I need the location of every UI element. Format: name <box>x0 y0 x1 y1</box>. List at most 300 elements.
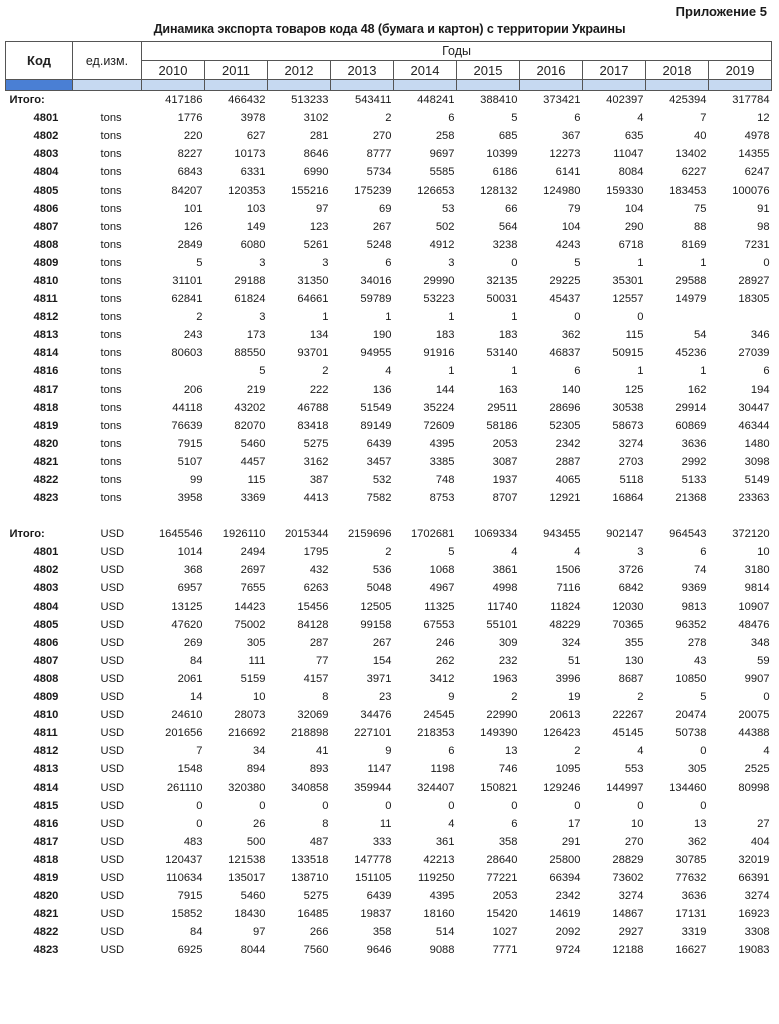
row-value: 748 <box>435 474 455 487</box>
row-value: 267 <box>372 220 392 233</box>
row-unit: USD <box>100 582 125 595</box>
row-value: 267 <box>372 636 392 649</box>
row-unit: USD <box>100 709 125 722</box>
row-value: 60869 <box>675 419 707 432</box>
row-value: 536 <box>372 564 392 577</box>
header-year-2012: 2012 <box>268 61 331 80</box>
row-code: 4821 <box>33 908 59 921</box>
row-value: 126423 <box>543 727 581 740</box>
row-code: 4804 <box>33 600 59 613</box>
row-value: 3 <box>259 256 266 269</box>
row-value: 104 <box>561 220 581 233</box>
row-value: 2092 <box>555 926 581 939</box>
row-value: 154 <box>372 654 392 667</box>
row-value: 11325 <box>424 600 455 613</box>
header-year-2016: 2016 <box>520 61 583 80</box>
row-value: 6247 <box>744 166 770 179</box>
row-value: 0 <box>196 817 203 830</box>
row-value: 6 <box>763 365 770 378</box>
table-row <box>6 851 772 869</box>
table-row <box>6 181 772 199</box>
row-value: 685 <box>498 130 518 143</box>
row-unit: tons <box>100 401 122 414</box>
row-value: 4457 <box>240 455 266 468</box>
table-row <box>6 706 772 724</box>
row-value: 270 <box>372 130 392 143</box>
row-value: 1 <box>448 365 455 378</box>
row-value: 258 <box>435 130 455 143</box>
row-value: 5107 <box>177 455 203 468</box>
row-code: 4803 <box>33 582 59 595</box>
row-code: 4820 <box>33 890 59 903</box>
row-value: 3180 <box>744 564 770 577</box>
row-value: 3996 <box>555 672 581 685</box>
row-value: 9724 <box>555 944 581 957</box>
row-code: 4807 <box>33 654 59 667</box>
row-value: 8707 <box>492 492 518 505</box>
header-years-group: Годы <box>142 42 772 61</box>
row-value: 32019 <box>738 853 770 866</box>
row-value: 5 <box>259 365 266 378</box>
row-value: 13402 <box>675 148 707 161</box>
row-unit: tons <box>100 311 122 324</box>
row-value: 24610 <box>171 709 203 722</box>
row-value: 58673 <box>612 419 644 432</box>
row-code: 4806 <box>33 202 59 215</box>
row-value: 10399 <box>486 148 518 161</box>
row-value: 8753 <box>429 492 455 505</box>
row-value: 2 <box>637 691 644 704</box>
row-value: 16864 <box>612 492 644 505</box>
header-year-2011: 2011 <box>205 61 268 80</box>
row-value: 25800 <box>549 853 581 866</box>
row-code: 4813 <box>33 329 59 342</box>
row-value: 97 <box>253 926 266 939</box>
row-value: 2703 <box>618 455 644 468</box>
row-unit: tons <box>100 293 122 306</box>
row-code: 4823 <box>33 492 59 505</box>
row-value: 333 <box>372 835 392 848</box>
row-value: 7655 <box>240 582 266 595</box>
row-value: 183 <box>498 329 518 342</box>
row-value: 5133 <box>681 474 707 487</box>
row-value: 4912 <box>429 238 455 251</box>
row-value: 31350 <box>297 274 329 287</box>
row-value: 2015344 <box>284 528 329 541</box>
row-value: 4 <box>385 365 392 378</box>
row-value: 144997 <box>606 781 644 794</box>
row-value: 77 <box>316 654 329 667</box>
header-year-2017: 2017 <box>583 61 646 80</box>
row-value: 84 <box>190 926 203 939</box>
row-value: 2494 <box>240 546 266 559</box>
row-code: 4820 <box>33 437 59 450</box>
row-unit: USD <box>100 546 125 559</box>
row-value: 2061 <box>177 672 203 685</box>
row-value: 88550 <box>234 347 266 360</box>
row-value: 110634 <box>165 871 203 884</box>
row-unit: tons <box>100 474 122 487</box>
row-value: 34476 <box>360 709 392 722</box>
row-value: 6843 <box>177 166 203 179</box>
row-value: 129246 <box>543 781 581 794</box>
row-value: 0 <box>574 311 581 324</box>
row-unit: tons <box>100 112 122 125</box>
row-value: 75002 <box>234 618 266 631</box>
row-value: 5261 <box>303 238 329 251</box>
row-value: 93701 <box>297 347 329 360</box>
row-value: 2342 <box>555 890 581 903</box>
row-value: 417186 <box>165 94 203 107</box>
row-value: 5275 <box>303 890 329 903</box>
row-unit: USD <box>100 908 125 921</box>
row-unit: USD <box>100 727 125 740</box>
row-value: 3457 <box>366 455 392 468</box>
row-value: 23363 <box>738 492 770 505</box>
row-value: 1147 <box>367 763 392 776</box>
row-value: 0 <box>574 799 581 812</box>
row-value: 72609 <box>423 419 455 432</box>
row-value: 22990 <box>486 709 518 722</box>
row-unit: tons <box>100 419 122 432</box>
table-row <box>6 778 772 796</box>
row-value: 0 <box>511 799 518 812</box>
row-unit: tons <box>100 166 122 179</box>
row-value: 216692 <box>228 727 266 740</box>
total-label: Итого: <box>9 528 45 541</box>
row-value: 62841 <box>171 293 203 306</box>
row-value: 0 <box>763 691 770 704</box>
row-value: 6 <box>511 817 518 830</box>
row-value: 98 <box>757 220 770 233</box>
row-value: 483 <box>183 835 203 848</box>
row-code: 4809 <box>33 256 59 269</box>
row-value: 5460 <box>240 437 266 450</box>
row-value: 355 <box>624 636 644 649</box>
row-value: 173 <box>246 329 266 342</box>
table-row <box>6 435 772 453</box>
row-value: 159330 <box>606 184 644 197</box>
row-value: 627 <box>246 130 266 143</box>
row-value: 218898 <box>291 727 329 740</box>
row-value: 14 <box>190 691 203 704</box>
row-value: 115 <box>247 474 266 487</box>
row-value: 27039 <box>738 347 770 360</box>
row-value: 227101 <box>354 727 392 740</box>
row-value: 243 <box>183 329 203 342</box>
row-value: 2342 <box>555 437 581 450</box>
table-row <box>6 724 772 742</box>
row-value: 19837 <box>360 908 392 921</box>
row-value: 1 <box>448 311 455 324</box>
row-value: 18305 <box>738 293 770 306</box>
row-value: 5159 <box>240 672 266 685</box>
row-value: 10173 <box>234 148 266 161</box>
row-unit: tons <box>100 202 122 215</box>
row-unit: USD <box>100 817 125 830</box>
row-value: 3 <box>448 256 455 269</box>
row-value: 12 <box>757 112 770 125</box>
row-value: 2053 <box>492 437 518 450</box>
row-value: 16923 <box>738 908 770 921</box>
row-value: 4978 <box>744 130 770 143</box>
row-value: 387 <box>309 474 329 487</box>
row-value: 44388 <box>738 727 770 740</box>
row-value: 101 <box>183 202 203 215</box>
row-value: 564 <box>498 220 518 233</box>
row-value: 144 <box>435 383 455 396</box>
row-code: 4817 <box>33 383 59 396</box>
row-value: 6141 <box>555 166 581 179</box>
row-value: 8 <box>322 817 329 830</box>
row-value: 0 <box>511 256 518 269</box>
row-value: 11824 <box>550 600 581 613</box>
row-value: 3102 <box>303 112 329 125</box>
row-value: 150821 <box>480 781 518 794</box>
row-unit: USD <box>100 618 125 631</box>
row-value: 20613 <box>549 709 581 722</box>
header-year-2014: 2014 <box>394 61 457 80</box>
row-value: 18430 <box>234 908 266 921</box>
row-value: 28927 <box>738 274 770 287</box>
row-value: 3098 <box>744 455 770 468</box>
row-value: 487 <box>309 835 329 848</box>
row-unit: USD <box>100 600 125 613</box>
row-value: 11740 <box>487 600 518 613</box>
row-code: 4811 <box>33 727 58 740</box>
row-value: 5048 <box>366 582 392 595</box>
row-value: 8646 <box>303 148 329 161</box>
row-value: 448241 <box>417 94 455 107</box>
table-row <box>6 272 772 290</box>
accent-cell <box>73 80 142 91</box>
row-unit: USD <box>100 835 125 848</box>
row-value: 1645546 <box>158 528 203 541</box>
row-code: 4804 <box>33 166 59 179</box>
row-value: 1506 <box>555 564 581 577</box>
row-value: 8169 <box>681 238 707 251</box>
row-value: 5 <box>511 112 518 125</box>
row-value: 48229 <box>549 618 581 631</box>
table-row <box>6 417 772 435</box>
row-value: 4243 <box>555 238 581 251</box>
row-value: 79 <box>568 202 581 215</box>
row-value: 73602 <box>612 871 644 884</box>
row-value: 6718 <box>618 238 644 251</box>
row-value: 32135 <box>486 274 518 287</box>
row-value: 635 <box>624 130 644 143</box>
row-value: 14619 <box>549 908 581 921</box>
row-value: 45145 <box>612 727 644 740</box>
row-value: 24545 <box>423 709 455 722</box>
row-value: 0 <box>637 311 644 324</box>
row-value: 4 <box>448 817 455 830</box>
row-value: 1 <box>511 311 518 324</box>
row-value: 4395 <box>429 890 455 903</box>
row-unit: USD <box>100 528 125 541</box>
row-value: 28073 <box>234 709 266 722</box>
table-row <box>6 887 772 905</box>
row-value: 6263 <box>303 582 329 595</box>
row-value: 4157 <box>303 672 329 685</box>
row-value: 291 <box>561 835 581 848</box>
row-code: 4812 <box>33 311 59 324</box>
row-value: 7116 <box>556 582 581 595</box>
row-value: 40 <box>694 130 707 143</box>
row-value: 270 <box>624 835 644 848</box>
row-value: 1 <box>511 365 518 378</box>
row-value: 55101 <box>486 618 518 631</box>
row-value: 9088 <box>429 944 455 957</box>
row-value: 0 <box>385 799 392 812</box>
row-value: 9814 <box>744 582 770 595</box>
table-row <box>6 200 772 218</box>
row-value: 28640 <box>486 853 518 866</box>
row-value: 9813 <box>681 600 707 613</box>
row-value: 11 <box>379 817 392 830</box>
row-value: 103 <box>246 202 266 215</box>
row-value: 10850 <box>675 672 707 685</box>
header-year-2019: 2019 <box>709 61 772 80</box>
row-value: 746 <box>498 763 518 776</box>
row-value: 29990 <box>423 274 455 287</box>
row-code: 4810 <box>33 274 59 287</box>
row-value: 269 <box>183 636 203 649</box>
row-value: 77632 <box>675 871 707 884</box>
row-value: 66 <box>505 202 518 215</box>
row-value: 50915 <box>612 347 644 360</box>
row-unit: USD <box>100 654 125 667</box>
row-value: 2159696 <box>347 528 392 541</box>
row-value: 6227 <box>681 166 707 179</box>
row-value: 348 <box>750 636 770 649</box>
accent-cell <box>6 80 73 91</box>
row-value: 6439 <box>366 437 392 450</box>
row-value: 12188 <box>612 944 644 957</box>
row-value: 2 <box>385 546 392 559</box>
row-value: 6990 <box>303 166 329 179</box>
row-value: 29588 <box>675 274 707 287</box>
row-code: 4810 <box>33 709 59 722</box>
row-value: 278 <box>687 636 707 649</box>
table-row <box>6 670 772 688</box>
row-value: 14867 <box>612 908 644 921</box>
row-value: 5460 <box>240 890 266 903</box>
row-unit: tons <box>100 220 122 233</box>
row-value: 51549 <box>360 401 392 414</box>
row-value: 43 <box>694 654 707 667</box>
row-value: 136 <box>372 383 392 396</box>
row-value: 2 <box>511 691 518 704</box>
row-value: 8 <box>322 691 329 704</box>
table-row <box>6 308 772 326</box>
row-value: 1 <box>700 256 707 269</box>
row-code: 4805 <box>33 618 59 631</box>
row-value: 44118 <box>172 401 203 414</box>
row-value: 324407 <box>417 781 455 794</box>
row-value: 893 <box>309 763 329 776</box>
row-value: 3274 <box>618 890 644 903</box>
row-value: 45437 <box>549 293 581 306</box>
row-value: 190 <box>372 329 392 342</box>
row-value: 1702681 <box>410 528 455 541</box>
row-value: 305 <box>687 763 707 776</box>
row-code: 4818 <box>33 401 59 414</box>
row-value: 48476 <box>738 618 770 631</box>
row-value: 5248 <box>366 238 392 251</box>
row-value: 309 <box>498 636 518 649</box>
row-value: 362 <box>561 329 581 342</box>
row-code: 4801 <box>33 546 59 559</box>
row-value: 7582 <box>366 492 392 505</box>
row-value <box>709 308 772 326</box>
row-value: 8044 <box>240 944 266 957</box>
row-code: 4813 <box>33 763 59 776</box>
row-value: 149 <box>246 220 266 233</box>
row-value: 8777 <box>366 148 392 161</box>
row-value: 1795 <box>303 546 329 559</box>
appendix-label: Приложение 5 <box>675 4 767 19</box>
row-value: 3 <box>637 546 644 559</box>
row-code: 4801 <box>33 112 59 125</box>
row-value: 425394 <box>669 94 707 107</box>
row-unit: USD <box>100 745 125 758</box>
row-value: 88 <box>694 220 707 233</box>
row-value: 99158 <box>360 618 392 631</box>
table-row <box>6 941 772 959</box>
row-value: 514 <box>435 926 455 939</box>
row-value: 3971 <box>366 672 392 685</box>
row-value: 305 <box>246 636 266 649</box>
table-row <box>6 381 772 399</box>
row-value: 16485 <box>297 908 329 921</box>
row-value: 220 <box>183 130 203 143</box>
row-unit: USD <box>100 890 125 903</box>
row-value: 140 <box>561 383 581 396</box>
row-value: 358 <box>372 926 392 939</box>
row-value: 53140 <box>486 347 518 360</box>
row-value: 1198 <box>430 763 455 776</box>
row-value: 466432 <box>228 94 266 107</box>
row-value: 133518 <box>291 853 329 866</box>
row-value: 6439 <box>366 890 392 903</box>
row-value: 0 <box>700 799 707 812</box>
row-value: 373421 <box>543 94 581 107</box>
table-row <box>6 833 772 851</box>
row-value: 4 <box>763 745 770 758</box>
row-value: 1776 <box>177 112 203 125</box>
table-header <box>6 42 772 91</box>
row-value: 5 <box>196 256 203 269</box>
header-code: Код <box>6 42 73 80</box>
row-value: 46788 <box>297 401 329 414</box>
row-unit: tons <box>100 130 122 143</box>
table-row <box>6 543 772 561</box>
row-value: 120353 <box>228 184 266 197</box>
row-value: 2053 <box>492 890 518 903</box>
row-value: 6 <box>700 546 707 559</box>
row-value: 3319 <box>681 926 707 939</box>
row-value: 543411 <box>354 94 392 107</box>
row-value: 2 <box>385 112 392 125</box>
row-value: 1480 <box>744 437 770 450</box>
table-row <box>6 815 772 833</box>
header-year-2013: 2013 <box>331 61 394 80</box>
row-value: 12557 <box>612 293 644 306</box>
row-value: 324 <box>561 636 581 649</box>
row-value: 2927 <box>618 926 644 939</box>
total-row <box>6 525 772 543</box>
